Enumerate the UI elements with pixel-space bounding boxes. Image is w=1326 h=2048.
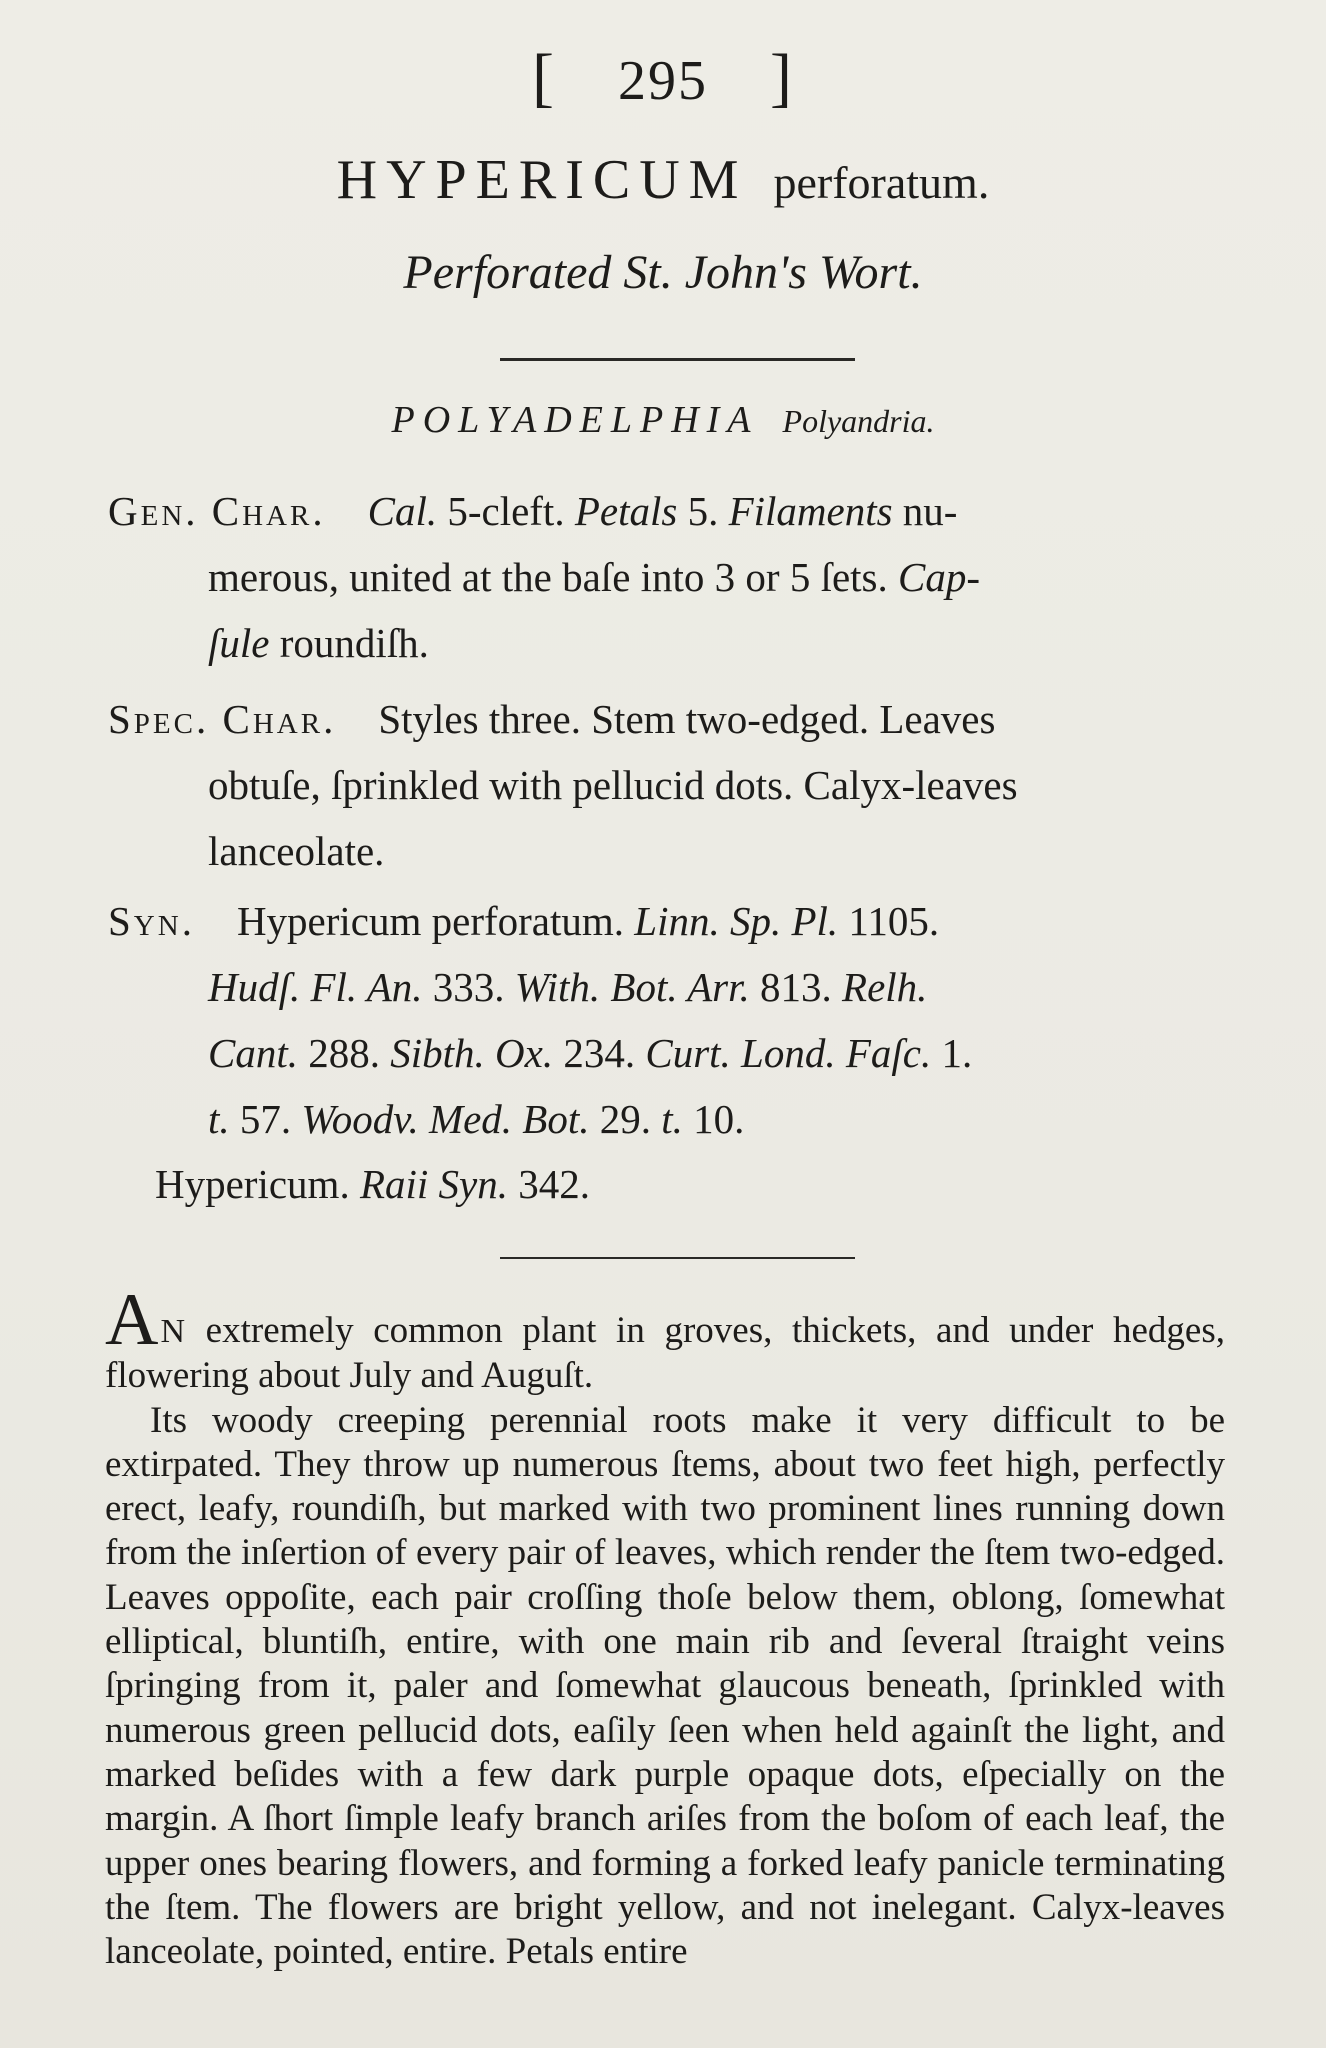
text-segment: nu- [892, 488, 958, 534]
text-segment: 1105. [838, 898, 940, 944]
text-segment: Relh. [842, 964, 928, 1010]
gen-char-line-1 [108, 478, 1238, 544]
paragraph-1 [105, 1279, 1225, 1399]
text-segment: Raii Syn. [359, 1161, 508, 1207]
common-name: Perforated St. John's Wort. [403, 246, 923, 299]
text-segment: With. Bot. Arr. [514, 964, 750, 1010]
text-segment: Petals [574, 488, 678, 534]
text-segment: 10. [682, 1096, 745, 1142]
divider-rule [500, 358, 855, 361]
divider-rule [500, 1257, 855, 1259]
text-segment: Hypericum perforatum. [236, 898, 635, 944]
spec-char-line-3: lanceolate. [208, 828, 385, 874]
small-cap: N [160, 1313, 187, 1350]
left-bracket: [ [532, 41, 556, 114]
text-segment: Cal. [367, 488, 438, 534]
right-bracket: ] [770, 41, 794, 114]
text-segment: extremely common plant in groves, thickets, and under hedges, flowering about July and Auguſt. [105, 1310, 1225, 1397]
text-segment: Woodv. Med. Bot. [301, 1096, 590, 1142]
gen-char-line-3 [108, 610, 1238, 676]
order-name: Polyandria. [782, 403, 935, 439]
text-segment: 5. [677, 488, 729, 534]
text-segment: Styles three. Stem two-edged. Leaves [378, 696, 996, 742]
text-segment: Hudſ. Fl. An. [208, 964, 423, 1010]
text-segment: 342. [507, 1161, 590, 1207]
class-name: POLYADELPHIA [391, 399, 759, 441]
page-number: 295 [618, 50, 708, 112]
text-segment: t. [661, 1096, 683, 1142]
species-title [0, 148, 1326, 212]
linnaean-classification [0, 398, 1326, 442]
spec-char-line-1 [108, 686, 1238, 752]
syn-line-3 [108, 1020, 1238, 1086]
genus-name: HYPERICUM [336, 149, 748, 211]
generic-character [108, 478, 1238, 676]
page-number-header [0, 40, 1326, 116]
text-segment: 813. [749, 964, 843, 1010]
text-segment: 333. [422, 964, 515, 1010]
text-segment: Filaments [728, 488, 893, 534]
gen-char-line-2 [108, 544, 1238, 610]
text-segment: 234. [553, 1030, 646, 1076]
syn-line-1 [108, 888, 1238, 954]
text-segment: 29. [589, 1096, 662, 1142]
syn-label: Syn. [108, 898, 195, 944]
text-segment: roundiſh. [269, 620, 429, 666]
text-segment: Linn. Sp. Pl. [634, 898, 839, 944]
text-segment: t. [208, 1096, 230, 1142]
description-text [105, 1279, 1225, 1974]
syn-line-2 [108, 954, 1238, 1020]
text-segment: 57. [229, 1096, 302, 1142]
text-segment: merous, united at the baſe into 3 or 5 ſets. [208, 554, 899, 600]
text-segment: Sibth. Ox. [390, 1030, 554, 1076]
drop-cap: A [105, 1279, 159, 1361]
gen-char-label: Gen. Char. [108, 488, 326, 534]
spec-char-line-2: obtuſe, ſprinkled with pellucid dots. Calyx-leaves [208, 762, 1018, 808]
text-segment: ſule [208, 620, 270, 666]
species-name: perforatum. [773, 157, 990, 208]
text-segment: 5-cleft. [437, 488, 575, 534]
syn-line-5 [155, 1160, 590, 1208]
text-segment: 1. [931, 1030, 973, 1076]
text-segment: Curt. Lond. Faſc. [645, 1030, 932, 1076]
text-segment: Hypericum. [155, 1161, 360, 1207]
text-segment: Cant. [208, 1030, 298, 1076]
syn-line-4 [108, 1086, 1238, 1152]
text-segment: 288. [298, 1030, 391, 1076]
specific-character [108, 686, 1238, 884]
text-segment: Cap- [898, 554, 981, 600]
synonyms [108, 888, 1238, 1152]
paragraph-2: Its woody creeping perennial roots make it very difficult to be extirpated. They throw up numerous ſtems, about two feet high, perfectly erect, leafy, roundiſh, but marked with two prominent lines running down from the inſertion of every pair of leaves, which render the ſtem two-edged. Leaves oppoſite, each pair croſſing thoſe below them, oblong, ſomewhat elliptical, bluntiſh, entire, with one main rib and ſeveral ſtraight veins ſpringing from it, paler and ſomewhat glaucous beneath, ſprinkled with numerous green pellucid dots, eaſily ſeen when held againſt the light, and marked beſides with a few dark purple opaque dots, eſpecially on the margin. A ſhort ſimple leafy branch ariſes from the boſom of each leaf, the upper ones bearing flowers, and forming a forked leafy panicle terminating the ſtem. The flowers are bright yellow, and not inelegant. Calyx-leaves lanceolate, pointed, entire. Petals entire [105, 1399, 1225, 1973]
spec-char-label: Spec. Char. [108, 696, 337, 742]
